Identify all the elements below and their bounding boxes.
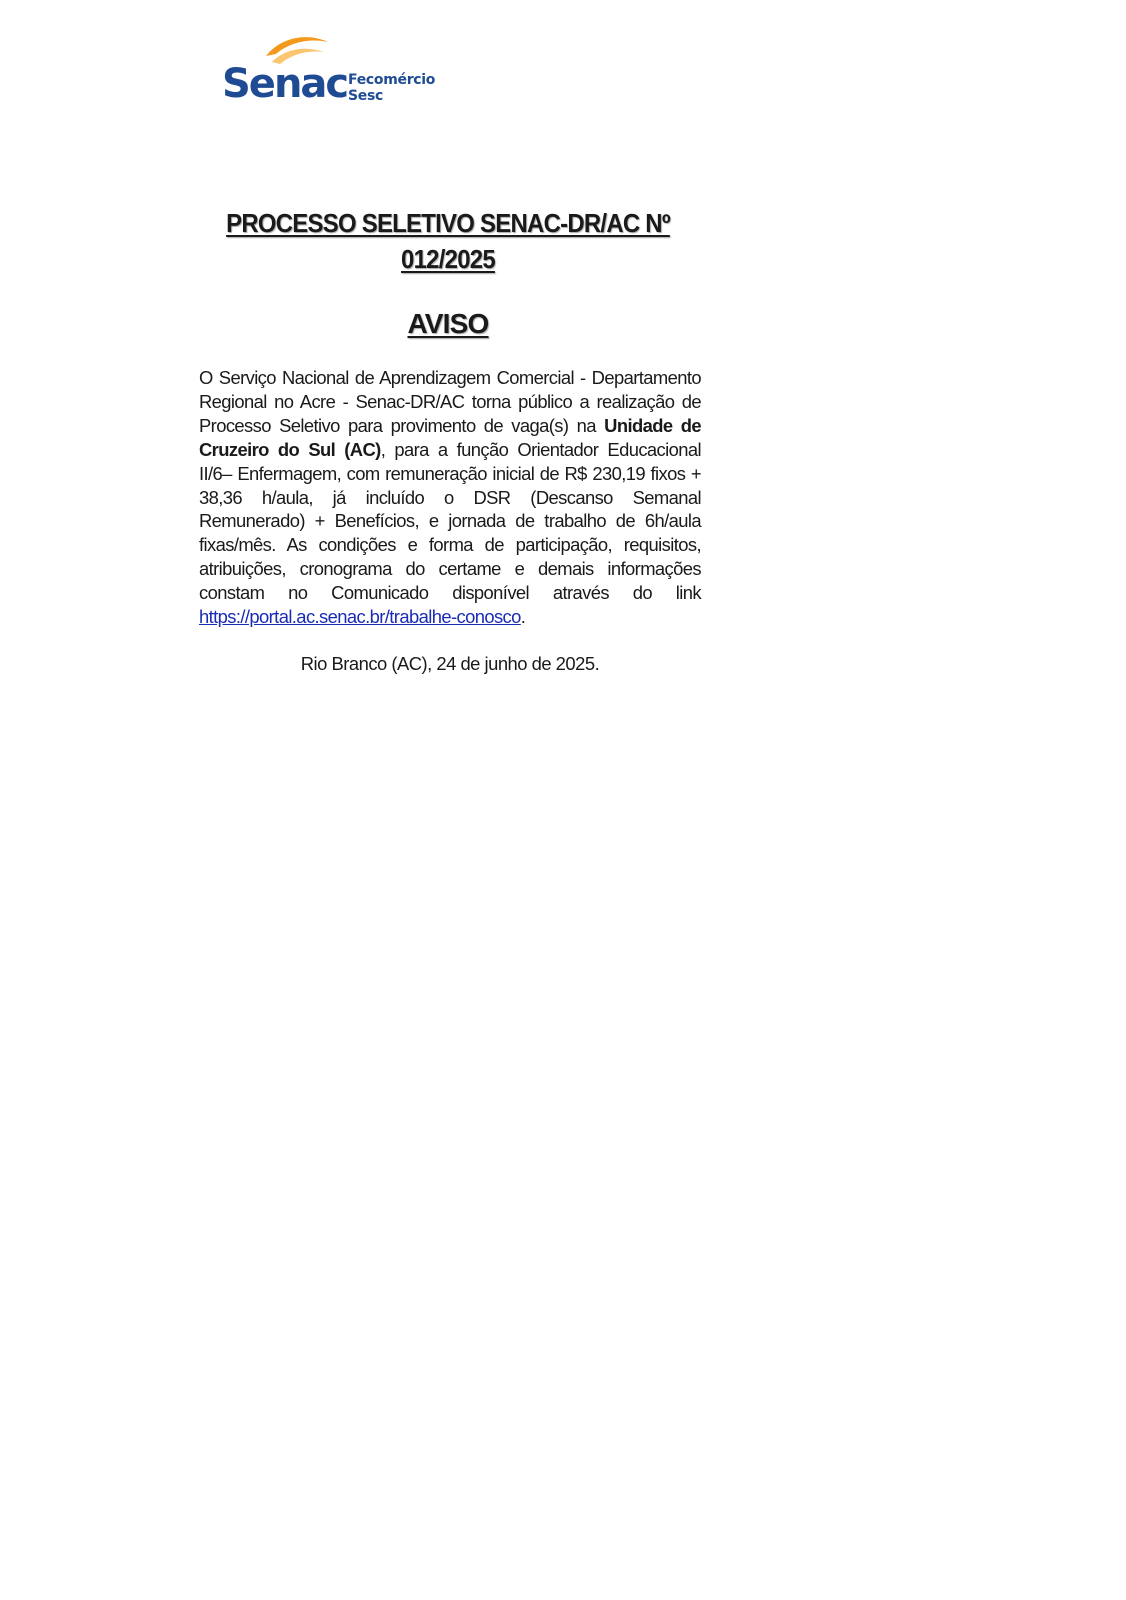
logo-word-text: Senac <box>222 61 348 107</box>
logo-wordmark <box>222 61 348 107</box>
logo-subtitle <box>348 72 435 104</box>
place-and-date: Rio Branco (AC), 24 de junho de 2025. <box>300 653 600 674</box>
logo-sub-line-2: Sesc <box>348 88 384 104</box>
notice-paragraph <box>199 366 701 629</box>
paragraph-text-1: O Serviço Nacional de Aprendizagem Comercial - Departamento Regional no Acre - Senac-DR/AC torna público a realização de Processo Seletivo para provimento de vaga(s) na <box>199 367 701 436</box>
unit-name: Unidade de Cruzeiro do Sul (AC) <box>199 414 702 460</box>
logo-sub-line-1: Fecomércio <box>348 72 436 88</box>
document-title <box>220 205 676 277</box>
document-title-line-2: 012/2025 <box>401 244 495 274</box>
paragraph-text-2: , para a função Orientador Educacional II/6– Enfermagem, com remuneração inicial de R$ 230,19 fixos + 38,36 h/aula, já incluído o DSR (Descanso Semanal Remunerado) + Benefícios, e jornada de trabalho de 6h/aula fixas/mês. As condições e forma de participação, requisitos, atribuições, cronograma do certame e demais informações constam no Comunicado disponível através do link <box>199 438 701 604</box>
senac-logo <box>222 30 442 110</box>
paragraph-text-3: . <box>520 606 526 628</box>
careers-link[interactable]: https://portal.ac.senac.br/trabalhe-conosco <box>199 606 521 628</box>
document-title-line-1: PROCESSO SELETIVO SENAC-DR/AC Nº <box>226 208 670 238</box>
notice-heading: AVISO <box>407 308 489 339</box>
